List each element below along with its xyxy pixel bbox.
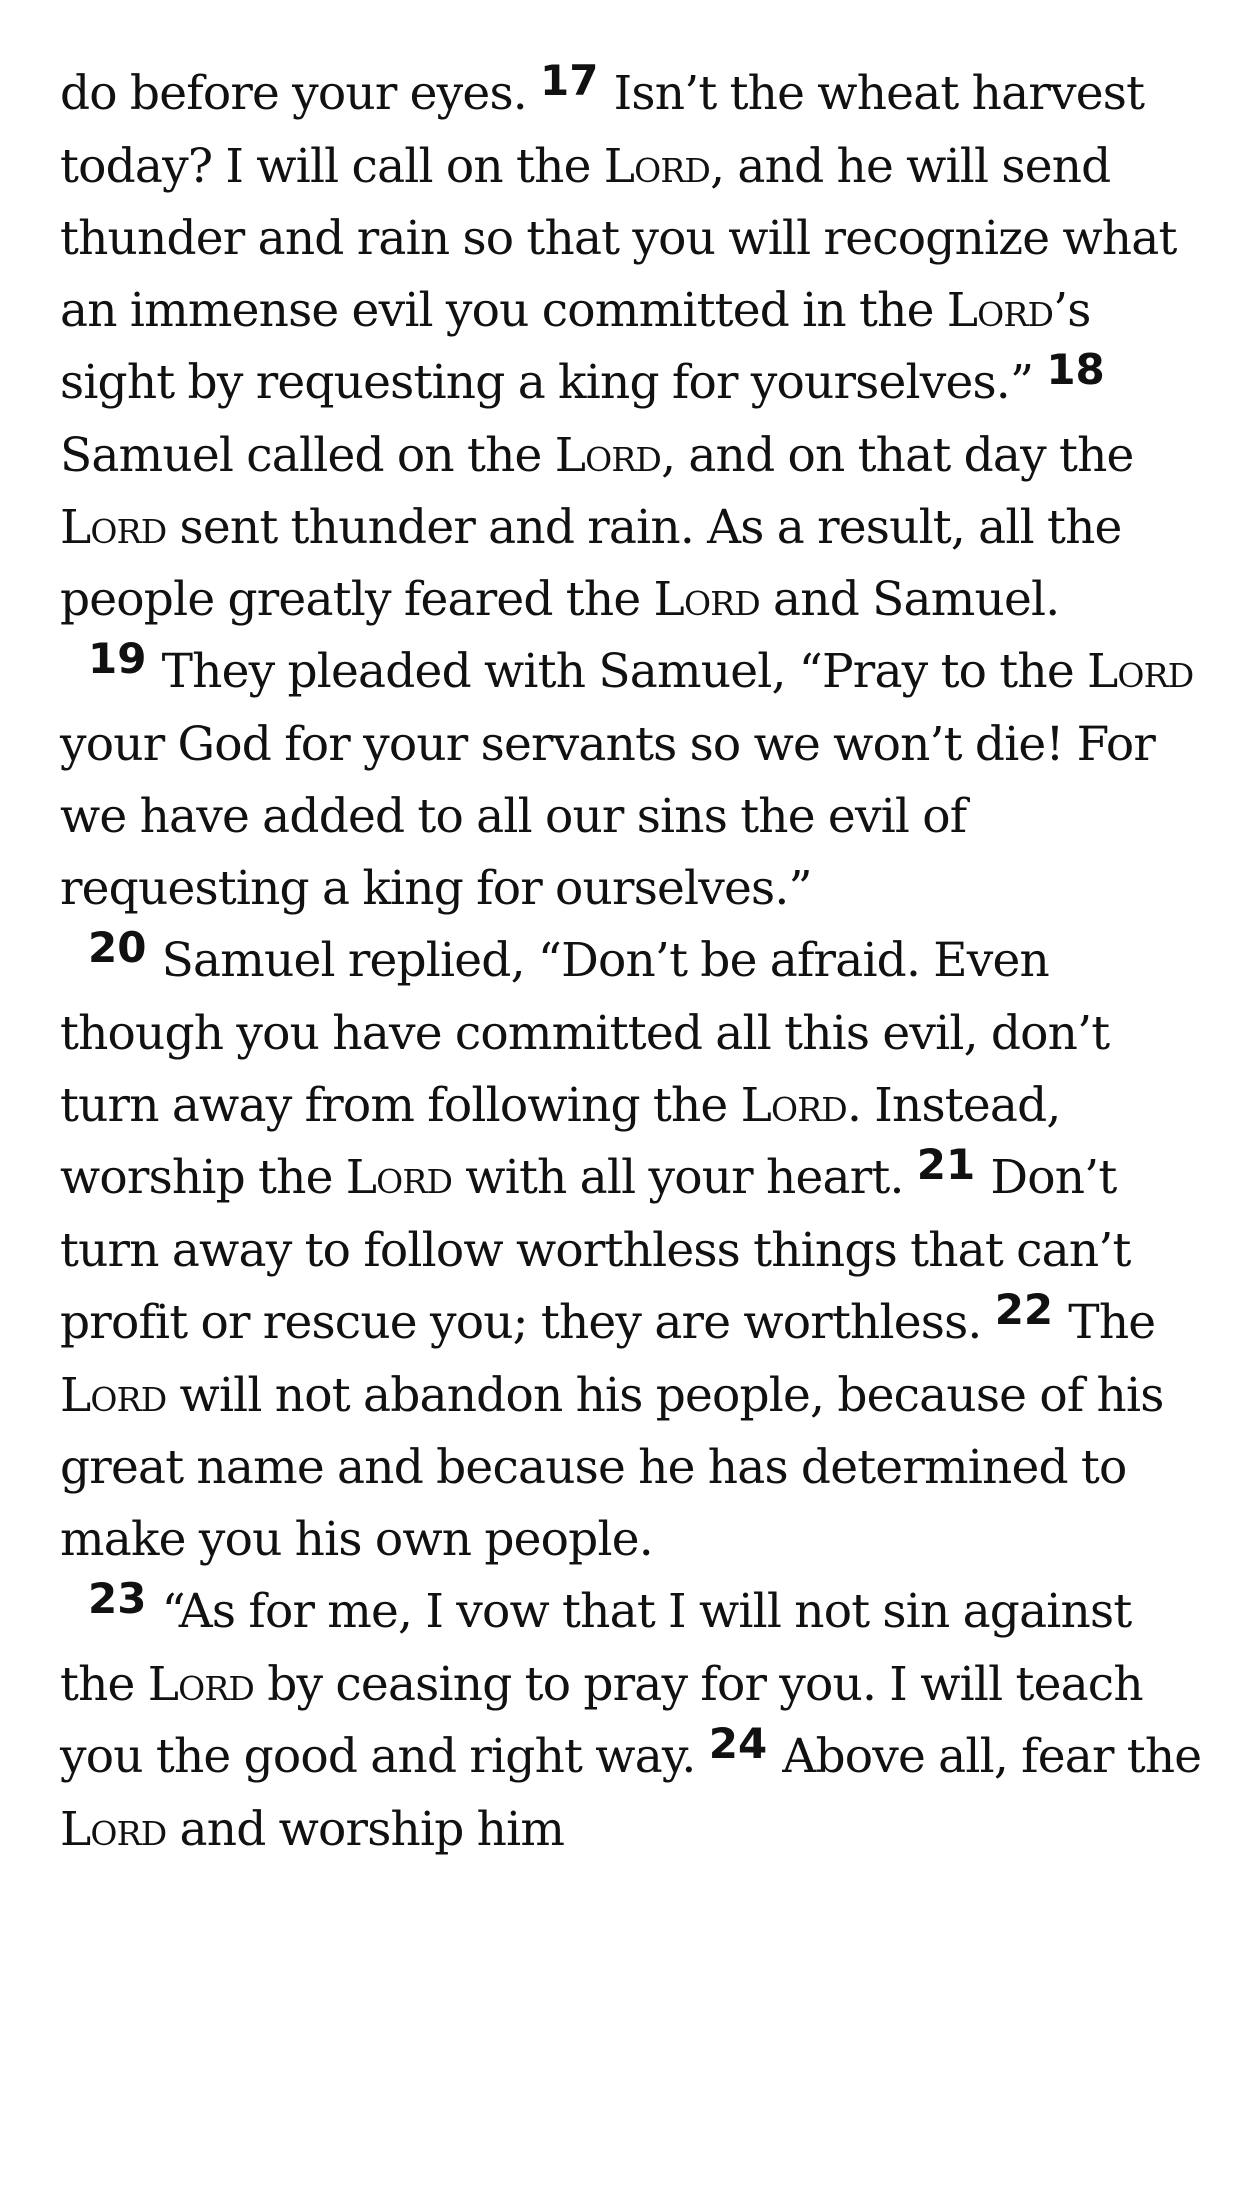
- verse-number-20: 20: [88, 923, 147, 972]
- text-span: . Instead, worship the: [60, 1078, 1061, 1205]
- divine-name: Lord: [147, 1657, 255, 1712]
- divine-name: Lord: [1087, 644, 1194, 699]
- divine-name: Lord: [60, 500, 167, 555]
- text-span: and worship him: [166, 1802, 565, 1857]
- verse-number-22: 22: [994, 1285, 1054, 1334]
- verse-number-19: 19: [88, 634, 147, 683]
- text-span: sent thunder and rain. As a result, all the people greatly feared the: [60, 500, 1122, 627]
- divine-name: Lord: [653, 572, 760, 627]
- text-span: They pleaded with Samuel, “Pray to the: [148, 644, 1088, 699]
- divine-name: Lord: [60, 1802, 167, 1857]
- text-span: Above all, fear the: [769, 1729, 1202, 1784]
- paragraph-1: [60, 58, 1210, 636]
- text-span: Samuel replied, “Don’t be afraid. Even though you have committed all this evil, don’t turn away from following the: [60, 933, 1110, 1133]
- paragraph-4: [60, 1576, 1210, 1866]
- text-span: ’s sight by requesting a king for yourselves.”: [60, 283, 1091, 410]
- verse-number-17: 17: [540, 56, 599, 105]
- text-span: Isn’t the wheat harvest today? I will call on the: [60, 66, 1145, 194]
- scripture-text: [60, 58, 1210, 1866]
- text-span: , and he will send thunder and rain so that you will recognize what an immense evil you committed in the: [60, 139, 1177, 338]
- text-span: “As for me, I vow that I will not sin against the: [60, 1584, 1132, 1712]
- text-span: Samuel called on the: [60, 428, 555, 483]
- divine-name: Lord: [603, 139, 711, 194]
- verse-number-24: 24: [708, 1719, 768, 1768]
- text-span: by ceasing to pray for you. I will teach you the good and right way.: [60, 1657, 1143, 1784]
- text-span: The: [1055, 1295, 1156, 1350]
- text-span: do before your eyes.: [60, 66, 541, 121]
- verse-number-21: 21: [916, 1140, 976, 1189]
- verse-number-18: 18: [1046, 345, 1105, 394]
- text-span: will not abandon his people, because of his great name and because he has determined to make you his own people.: [60, 1368, 1164, 1567]
- verse-number-23: 23: [88, 1574, 147, 1623]
- text-span: Don’t turn away to follow worthless things that can’t profit or rescue you; they are worthless.: [60, 1150, 1131, 1350]
- divine-name: Lord: [946, 283, 1054, 338]
- divine-name: Lord: [554, 428, 662, 483]
- divine-name: Lord: [740, 1078, 847, 1133]
- divine-name: Lord: [345, 1150, 453, 1205]
- paragraph-3: [60, 925, 1210, 1576]
- text-span: , and on that day the: [661, 428, 1134, 483]
- paragraph-2: [60, 636, 1210, 925]
- text-span: with all your heart.: [452, 1150, 917, 1205]
- text-span: your God for your servants so we won’t die! For we have added to all our sins the evil of requesting a king for ourselves.”: [60, 717, 1156, 916]
- divine-name: Lord: [60, 1368, 167, 1423]
- text-span: and Samuel.: [759, 572, 1060, 627]
